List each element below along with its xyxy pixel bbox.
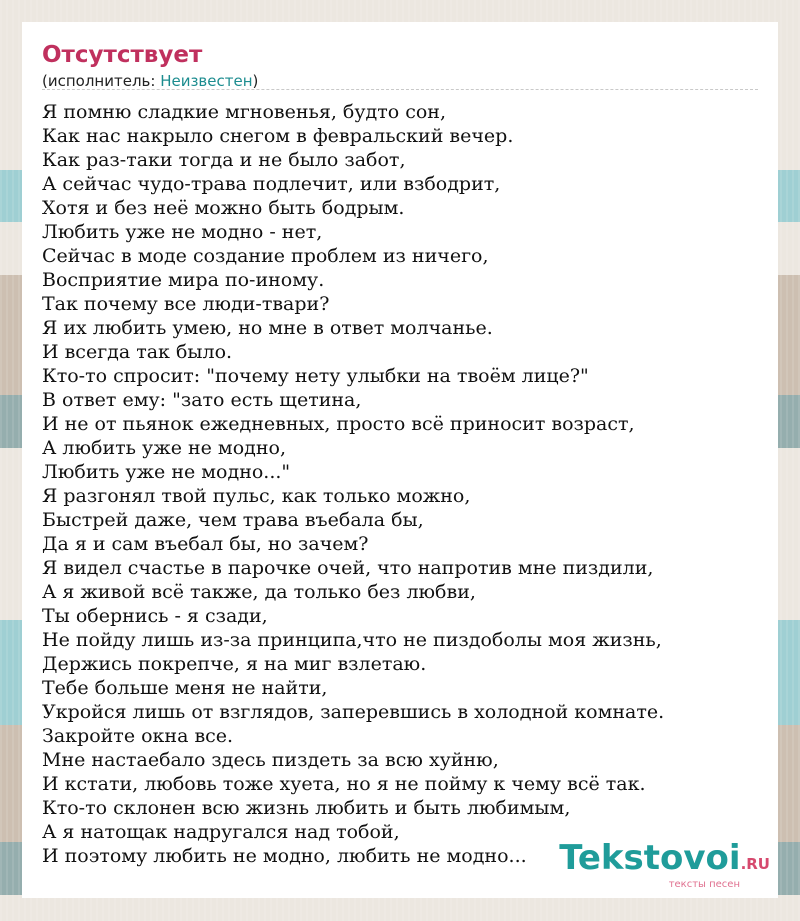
logo-tld: .RU	[740, 855, 770, 873]
lyric-line: Как раз-таки тогда и не было забот,	[42, 149, 406, 171]
lyrics-card	[22, 22, 778, 898]
logo-main-text: Tekstovoi	[559, 838, 741, 878]
lyric-line: Не пойду лишь из-за принципа,что не пиздоболы моя жизнь,	[42, 629, 662, 651]
lyric-line: Любить уже не модно - нет,	[42, 221, 323, 243]
lyric-line: Тебе больше меня не найти,	[42, 677, 328, 699]
lyric-line: Любить уже не модно..."	[42, 461, 291, 483]
lyrics-text	[42, 100, 762, 868]
lyric-line: Закройте окна все.	[42, 725, 234, 747]
song-title: Отсутствует	[42, 42, 203, 68]
lyric-line: А я живой всё также, да только без любви,	[42, 581, 476, 603]
lyric-line: Так почему все люди-твари?	[42, 293, 330, 315]
lyric-line: И кстати, любовь тоже хуета, но я не пойму к чему всё так.	[42, 773, 646, 795]
logo-wordmark	[559, 838, 770, 881]
lyric-line: Как нас накрыло снегом в февральский вечер.	[42, 125, 514, 147]
lyric-line: Мне настаебало здесь пиздеть за всю хуйню,	[42, 749, 499, 771]
lyric-line: А я натощак надругался над тобой,	[42, 821, 400, 843]
artist-suffix: )	[252, 72, 259, 90]
lyric-line: Я их любить умею, но мне в ответ молчанье.	[42, 317, 493, 339]
artist-line	[42, 72, 258, 90]
artist-link[interactable]: Неизвестен	[160, 72, 253, 90]
lyric-line: Сейчас в моде создание проблем из ничего,	[42, 245, 489, 267]
lyric-line: Восприятие мира по-иному.	[42, 269, 325, 291]
lyric-line: А сейчас чудо-трава подлечит, или взбодрит,	[42, 173, 501, 195]
lyric-line: Я разгонял твой пульс, как только можно,	[42, 485, 471, 507]
lyric-line: Укройся лишь от взглядов, заперевшись в холодной комнате.	[42, 701, 665, 723]
lyric-line: Ты обернись - я сзади,	[42, 605, 268, 627]
lyric-line: Да я и сам въебал бы, но зачем?	[42, 533, 369, 555]
lyric-line: Кто-то склонен всю жизнь любить и быть любимым,	[42, 797, 571, 819]
lyric-line: Быстрей даже, чем трава въебала бы,	[42, 509, 424, 531]
site-logo[interactable]	[559, 838, 770, 890]
lyric-line: И поэтому любить не модно, любить не модно...	[42, 845, 527, 867]
lyric-line: Хотя и без неё можно быть бодрым.	[42, 197, 405, 219]
lyric-line: Я видел счастье в парочке очей, что напротив мне пиздили,	[42, 557, 654, 579]
logo-tagline: тексты песен	[668, 879, 740, 890]
lyric-line: Я помню сладкие мгновенья, будто сон,	[42, 101, 447, 123]
lyric-line: Кто-то спросит: "почему нету улыбки на твоём лице?"	[42, 365, 589, 387]
lyric-line: И всегда так было.	[42, 341, 233, 363]
lyric-line: И не от пьянок ежедневных, просто всё приносит возраст,	[42, 413, 635, 435]
title-divider	[42, 89, 758, 90]
artist-prefix: (исполнитель:	[42, 72, 161, 90]
lyric-line: В ответ ему: "зато есть щетина,	[42, 389, 362, 411]
lyric-line: Держись покрепче, я на миг взлетаю.	[42, 653, 427, 675]
lyric-line: А любить уже не модно,	[42, 437, 286, 459]
